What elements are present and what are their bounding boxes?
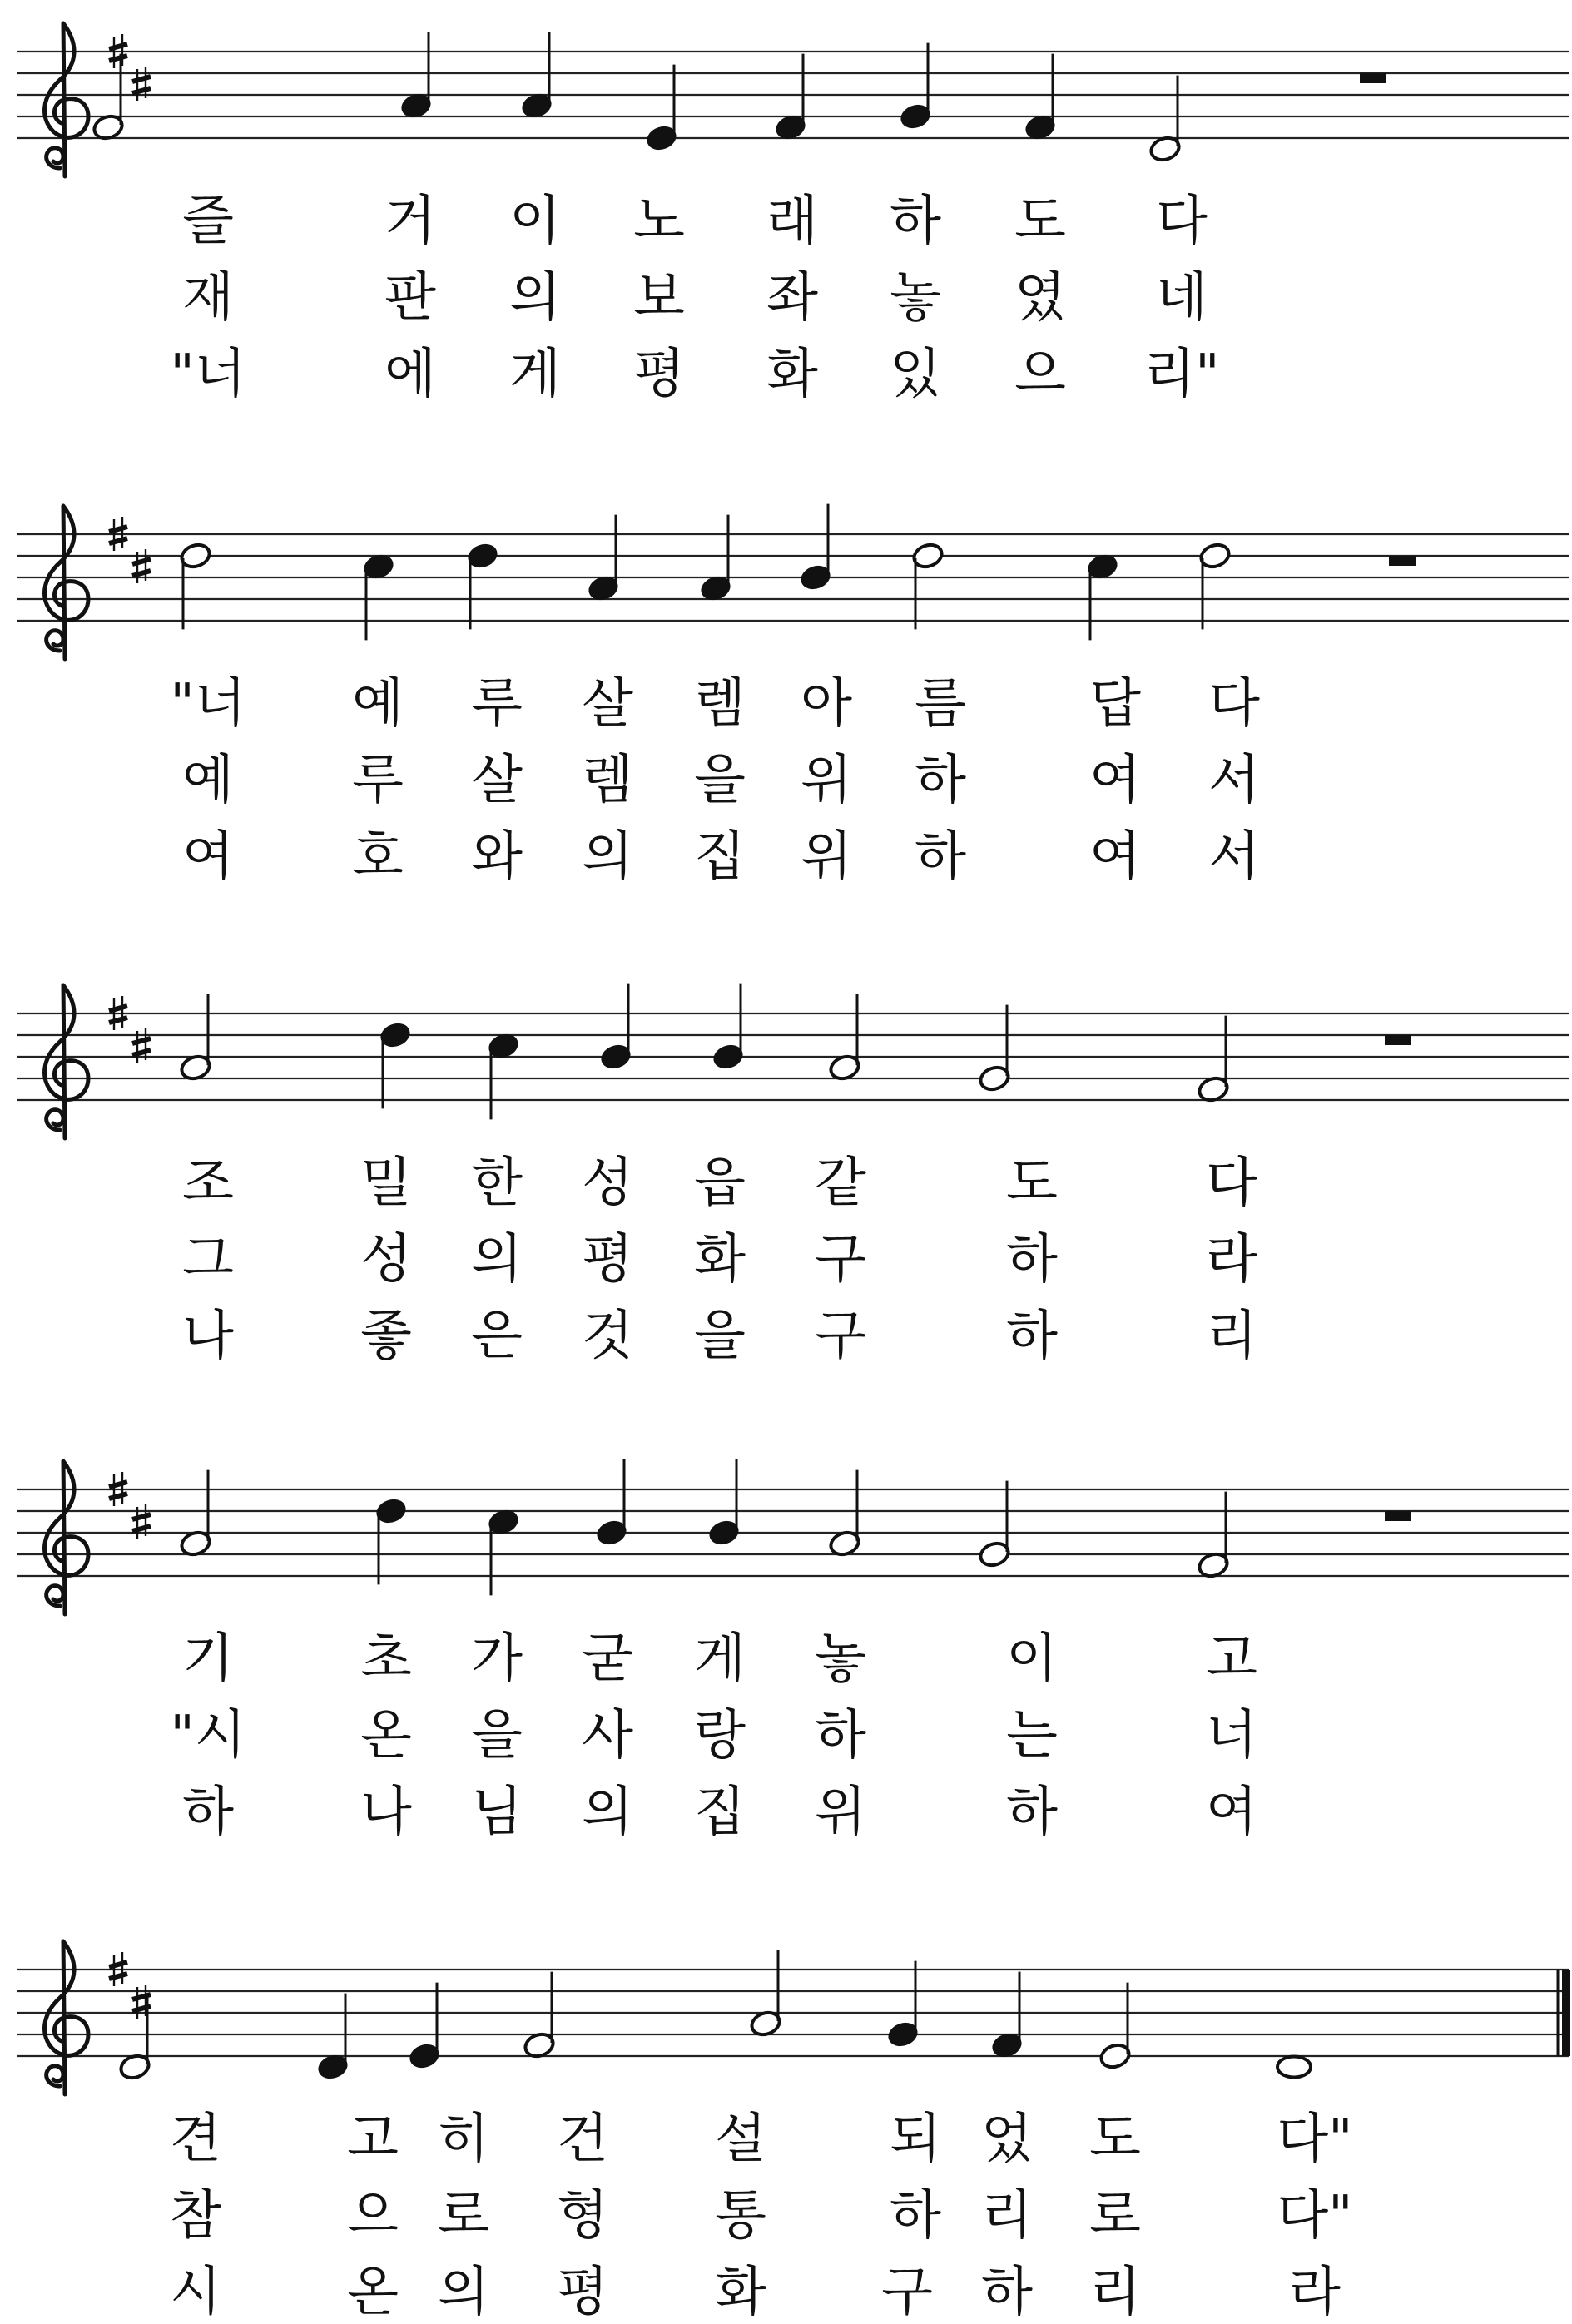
- lyric-syllable: 예: [182, 750, 234, 811]
- lyric-syllable: 가: [471, 1628, 523, 1690]
- lyric-syllable: 온: [360, 1705, 412, 1767]
- treble-clef-icon: [45, 23, 88, 176]
- lyric-syllable: 있: [890, 344, 941, 405]
- lyric-syllable: 히: [438, 2108, 489, 2170]
- lyric-syllable: 하: [1006, 1781, 1058, 1843]
- treble-clef-icon: [45, 985, 88, 1138]
- staff-system: [17, 1459, 1569, 1843]
- lyric-syllable: 기: [182, 1628, 234, 1690]
- lyric-syllable: 을: [694, 1306, 746, 1367]
- lyric-syllable: 위: [801, 826, 852, 888]
- lyric-syllable: 같: [815, 1152, 866, 1214]
- lyric-syllable: 님: [471, 1781, 523, 1843]
- lyric-syllable: 고: [347, 2108, 399, 2170]
- lyric-syllable: 하: [1006, 1306, 1058, 1367]
- lyric-syllable: 것: [582, 1306, 633, 1367]
- lyric-syllable: 여: [182, 826, 234, 888]
- lyric-syllable: 래: [766, 191, 818, 252]
- lyric-syllable: 재: [182, 267, 234, 329]
- lyric-syllable: 의: [582, 1781, 633, 1843]
- lyric-syllable: 게: [694, 1628, 746, 1690]
- lyric-syllable: 굳: [582, 1628, 633, 1690]
- lyric-syllable: 성: [360, 1229, 412, 1291]
- lyric-syllable: 나: [182, 1306, 234, 1367]
- lyric-syllable: 노: [633, 191, 685, 252]
- lyric-syllable: 여: [1206, 1781, 1257, 1843]
- lyric-syllable: 라: [1206, 1229, 1257, 1291]
- lyric-syllable: 보: [633, 267, 685, 329]
- lyric-syllable: 좋: [360, 1306, 412, 1367]
- lyric-syllable: 위: [815, 1781, 866, 1843]
- lyric-syllable: 다": [1277, 2185, 1353, 2247]
- lyric-syllable: 렘: [582, 750, 633, 811]
- whole-note: [1277, 2057, 1311, 2078]
- half-rest: [1360, 73, 1386, 83]
- lyric-syllable: 리: [1206, 1306, 1257, 1367]
- lyric-syllable: 서: [1208, 750, 1260, 811]
- lyric-syllable: 즐: [182, 191, 234, 252]
- lyric-syllable: 하: [182, 1781, 234, 1843]
- lyric-syllable: 좌: [766, 267, 818, 329]
- lyric-syllable: 화: [715, 2262, 766, 2323]
- lyric-syllable: 집: [694, 826, 746, 888]
- lyric-syllable: 게: [509, 344, 561, 405]
- lyric-syllable: 여: [1089, 826, 1141, 888]
- lyric-syllable: 으: [1014, 344, 1066, 405]
- lyric-syllable: 너: [1206, 1705, 1257, 1767]
- lyric-syllable: 놓: [890, 267, 941, 329]
- systems-layer: [17, 23, 1570, 2323]
- lyric-syllable: 구: [881, 2262, 933, 2323]
- lyric-syllable: 도: [1089, 2108, 1141, 2170]
- lyric-syllable: 으: [347, 2185, 399, 2247]
- staff-system: [17, 504, 1569, 888]
- staff-system: [17, 984, 1569, 1367]
- lyric-syllable: 사: [582, 1705, 633, 1767]
- lyric-syllable: 아: [801, 673, 852, 735]
- lyric-syllable: "시: [170, 1705, 246, 1767]
- lyric-syllable: 다: [1156, 191, 1208, 252]
- lyric-syllable: 루: [471, 673, 523, 735]
- lyric-syllable: 시: [170, 2262, 221, 2323]
- lyric-syllable: 답: [1089, 673, 1141, 735]
- lyric-syllable: 견: [170, 2108, 221, 2170]
- lyric-syllable: 도: [1006, 1152, 1058, 1214]
- half-rest: [1385, 1511, 1411, 1521]
- lyric-syllable: 였: [1014, 267, 1066, 329]
- lyric-syllable: 성: [582, 1152, 633, 1214]
- lyric-syllable: 예: [352, 673, 404, 735]
- lyric-syllable: 리: [981, 2185, 1033, 2247]
- barline-thick: [1562, 1970, 1570, 2056]
- lyric-syllable: 라: [1289, 2262, 1341, 2323]
- lyric-syllable: 은: [471, 1306, 523, 1367]
- staff-system: [17, 23, 1569, 405]
- lyric-syllable: 살: [582, 673, 633, 735]
- lyric-syllable: 형: [557, 2185, 608, 2247]
- lyric-syllable: 구: [815, 1229, 866, 1291]
- lyric-syllable: 하: [915, 750, 966, 811]
- lyric-syllable: 놓: [815, 1628, 866, 1690]
- lyric-syllable: 평: [582, 1229, 633, 1291]
- lyric-syllable: 거: [384, 191, 436, 252]
- treble-clef-icon: [45, 506, 88, 659]
- lyric-syllable: 구: [815, 1306, 866, 1367]
- lyric-syllable: 나: [360, 1781, 412, 1843]
- lyric-syllable: 설: [715, 2108, 766, 2170]
- lyric-syllable: 하: [890, 2185, 941, 2247]
- lyric-syllable: "너: [170, 344, 246, 405]
- lyric-syllable: 서: [1208, 826, 1260, 888]
- lyric-syllable: 렘: [694, 673, 746, 735]
- treble-clef-icon: [45, 1461, 88, 1614]
- lyric-syllable: 참: [170, 2185, 221, 2247]
- lyric-syllable: 화: [766, 344, 818, 405]
- lyric-syllable: 조: [182, 1152, 234, 1214]
- lyric-syllable: 이: [509, 191, 561, 252]
- lyric-syllable: "너: [170, 673, 246, 735]
- lyric-syllable: 판: [384, 267, 436, 329]
- lyric-syllable: 을: [471, 1705, 523, 1767]
- lyric-syllable: 의: [582, 826, 633, 888]
- lyric-syllable: 화: [694, 1229, 746, 1291]
- lyric-syllable: 리: [1089, 2262, 1141, 2323]
- lyric-syllable: 다: [1208, 673, 1260, 735]
- lyric-syllable: 집: [694, 1781, 746, 1843]
- lyric-syllable: 한: [471, 1152, 523, 1214]
- half-rest: [1389, 556, 1416, 566]
- lyric-syllable: 이: [1006, 1628, 1058, 1690]
- lyric-syllable: 로: [438, 2185, 489, 2247]
- lyric-syllable: 온: [347, 2262, 399, 2323]
- lyric-syllable: 하: [981, 2262, 1033, 2323]
- staff-system: [17, 1941, 1570, 2323]
- lyric-syllable: 호: [352, 826, 404, 888]
- lyric-syllable: 네: [1156, 267, 1208, 329]
- lyric-syllable: 름: [915, 673, 966, 735]
- lyric-syllable: 읍: [694, 1152, 746, 1214]
- half-rest: [1385, 1035, 1411, 1045]
- lyric-syllable: 루: [352, 750, 404, 811]
- lyric-syllable: 는: [1006, 1705, 1058, 1767]
- lyric-syllable: 하: [815, 1705, 866, 1767]
- lyric-syllable: 하: [1006, 1229, 1058, 1291]
- treble-clef-icon: [45, 1941, 88, 2094]
- lyric-syllable: 와: [471, 826, 523, 888]
- lyric-syllable: 고: [1206, 1628, 1257, 1690]
- lyric-syllable: 통: [715, 2185, 766, 2247]
- lyric-syllable: 랑: [694, 1705, 746, 1767]
- lyric-syllable: 건: [557, 2108, 608, 2170]
- lyric-syllable: 다": [1277, 2108, 1353, 2170]
- lyric-syllable: 리": [1143, 344, 1220, 405]
- lyric-syllable: 평: [633, 344, 685, 405]
- lyric-syllable: 되: [890, 2108, 941, 2170]
- lyric-syllable: 을: [694, 750, 746, 811]
- lyric-syllable: 살: [471, 750, 523, 811]
- lyric-syllable: 었: [981, 2108, 1033, 2170]
- lyric-syllable: 하: [915, 826, 966, 888]
- lyric-syllable: 하: [890, 191, 941, 252]
- lyric-syllable: 의: [509, 267, 561, 329]
- lyric-syllable: 그: [182, 1229, 234, 1291]
- lyric-syllable: 위: [801, 750, 852, 811]
- lyric-syllable: 밀: [360, 1152, 412, 1214]
- lyric-syllable: 다: [1206, 1152, 1257, 1214]
- lyric-syllable: 의: [471, 1229, 523, 1291]
- lyric-syllable: 로: [1089, 2185, 1141, 2247]
- lyric-syllable: 의: [438, 2262, 489, 2323]
- lyric-syllable: 초: [360, 1628, 412, 1690]
- lyric-syllable: 에: [384, 344, 436, 405]
- lyric-syllable: 여: [1089, 750, 1141, 811]
- lyric-syllable: 도: [1014, 191, 1066, 252]
- lyric-syllable: 평: [557, 2262, 608, 2323]
